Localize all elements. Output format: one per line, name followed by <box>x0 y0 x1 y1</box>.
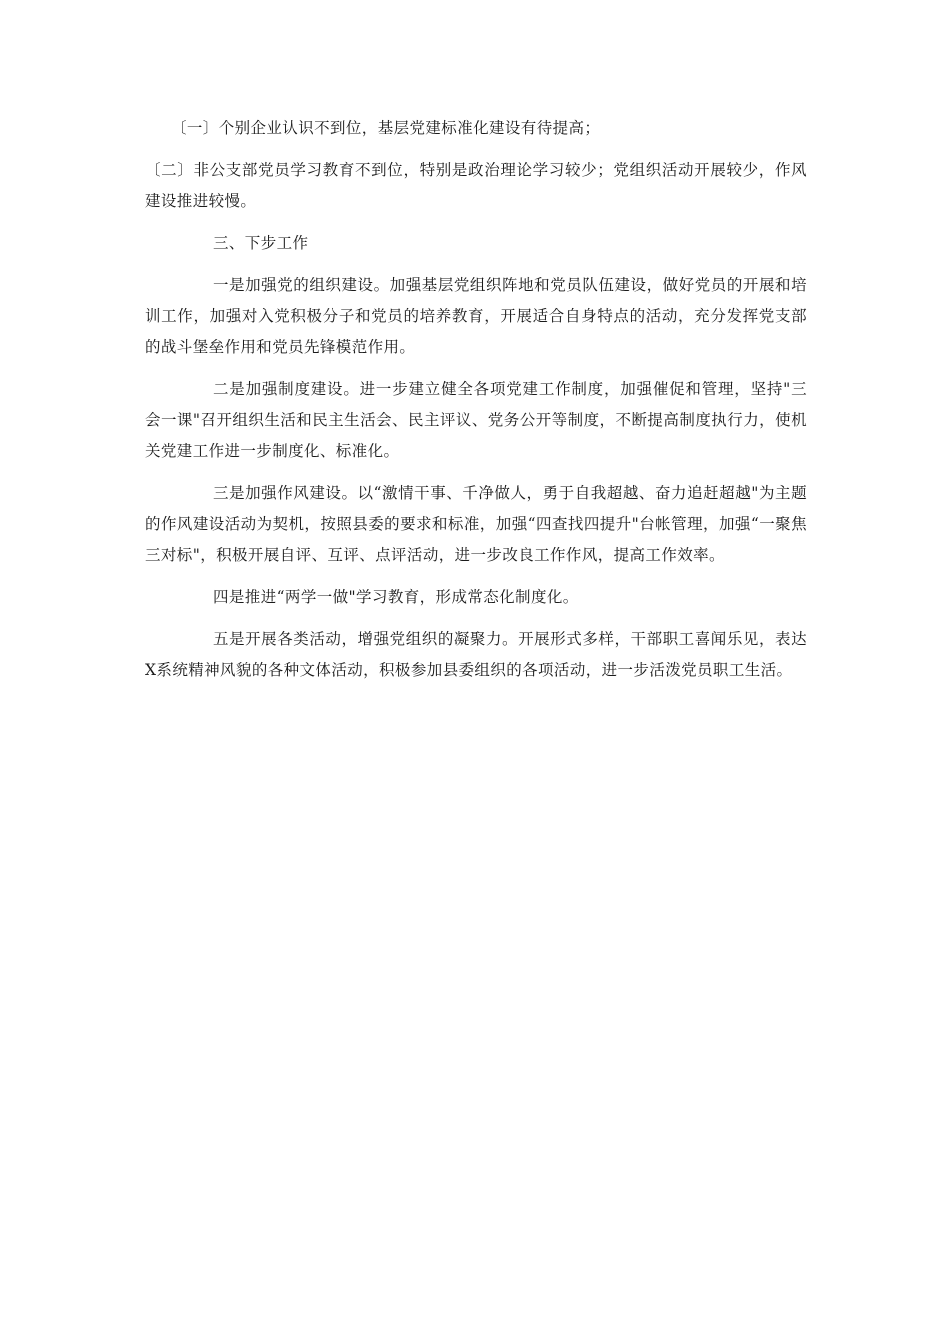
paragraph-issue-2: 〔二〕非公支部党员学习教育不到位，特别是政治理论学习较少；党组织活动开展较少，作风建设推进较慢。 <box>145 161 807 210</box>
section-heading-next-steps: 三、下步工作 <box>213 234 309 252</box>
paragraph-step-3: 三是加强作风建设。以“激情干事、千净做人，勇于自我超越、奋力追赶超越"为主题的作风建设活动为契机，按照县委的要求和标准，加强“四查找四提升"台帐管理，加强“一聚焦三对标"，积极开展自评、互评、点评活动，进一步改良工作作风，提高工作效率。 <box>145 484 807 564</box>
paragraph-issue-1: 〔一〕个别企业认识不到位，基层党建标准化建设有待提高； <box>171 119 601 137</box>
paragraph-step-4: 四是推进“两学一做"学习教育，形成常态化制度化。 <box>213 588 579 606</box>
paragraph-step-1: 一是加强党的组织建设。加强基层党组织阵地和党员队伍建设，做好党员的开展和培训工作，加强对入党积极分子和党员的培养教育，开展适合自身特点的活动，充分发挥党支部的战斗堡垒作用和党员先锋模范作用。 <box>145 276 807 356</box>
paragraph-step-2: 二是加强制度建设。进一步建立健全各项党建工作制度，加强催促和管理，坚持"三会一课"召开组织生活和民主生活会、民主评议、党务公开等制度，不断提高制度执行力，使机关党建工作进一步制度化、标准化。 <box>145 380 807 460</box>
document-body <box>145 113 807 686</box>
paragraph-step-5: 五是开展各类活动，增强党组织的凝聚力。开展形式多样，干部职工喜闻乐见，表达X系统精神风貌的各种文体活动，积极参加县委组织的各项活动，进一步活泼党员职工生活。 <box>145 630 807 679</box>
